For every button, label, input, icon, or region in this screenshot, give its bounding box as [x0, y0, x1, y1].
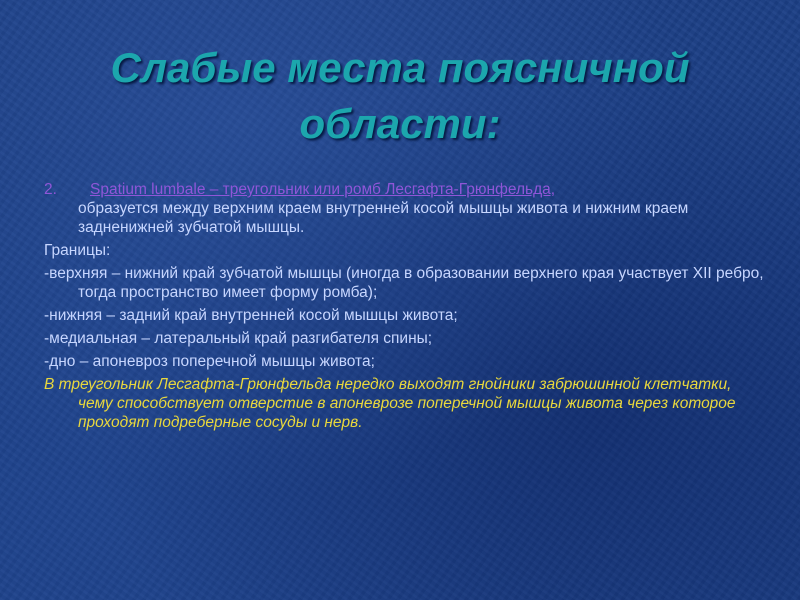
boundary-item: -медиальная – латеральный край разгибателя спины;	[44, 330, 433, 347]
boundary-item: -верхняя – нижний край зубчатой мышцы (иногда в образовании верхнего края участвует XII ребро, тогда пространство имеет форму ромба);	[44, 265, 764, 301]
item-link[interactable]: Spatium lumbale – треугольник или ромб Лесгафта-Грюнфельда,	[90, 181, 556, 198]
clinical-note: В треугольник Лесгафта-Грюнфельда нередко выходят гнойники забрюшинной клетчатки, чему способствует отверстие в апоневрозе поперечной мышцы живота через которое проходят подреберные сосуды и нерв.	[44, 376, 736, 431]
item-number: 2.	[44, 181, 57, 198]
boundaries-heading: Границы:	[44, 242, 111, 259]
boundary-item: -нижняя – задний край внутренней косой мышцы живота;	[44, 307, 458, 324]
numbered-item	[44, 180, 764, 237]
item-description: образуется между верхним краем внутренней косой мышцы живота и нижним краем задненижней зубчатой мышцы.	[78, 200, 689, 236]
numbered-item-heading	[44, 180, 764, 199]
boundary-item: -дно – апоневроз поперечной мышцы живота;	[44, 353, 375, 370]
slide-body	[44, 180, 764, 436]
slide-title: Слабые места поясничной области:	[110, 44, 690, 147]
